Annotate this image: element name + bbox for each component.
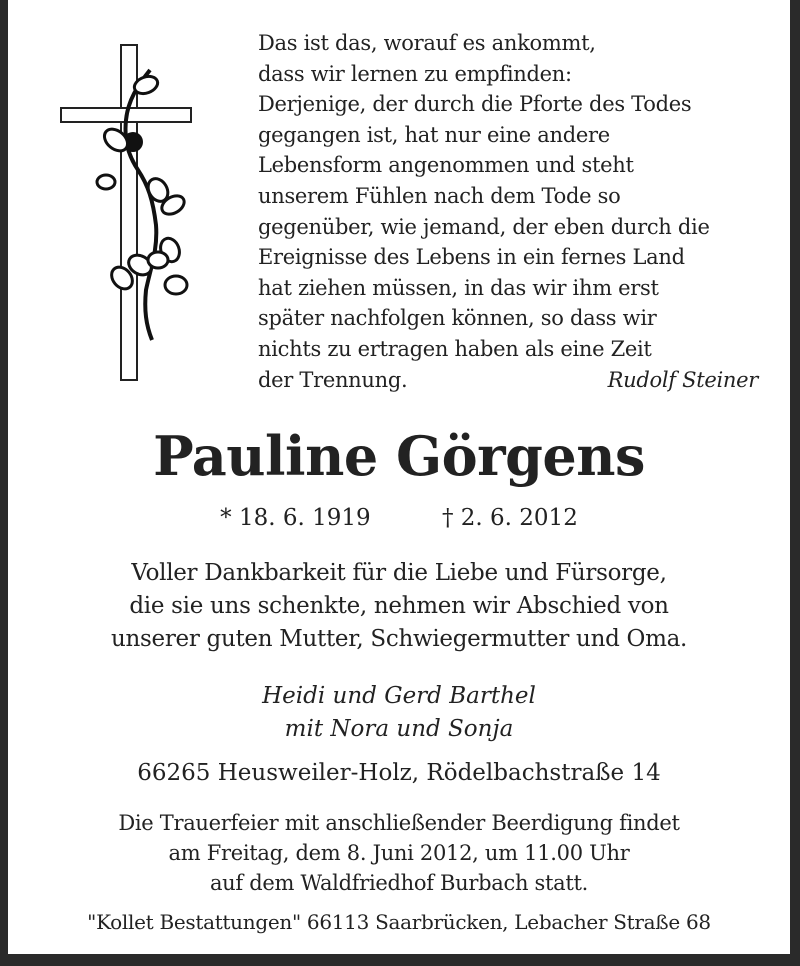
poem-line: nichts zu ertragen haben als eine Zeit: [258, 336, 652, 361]
poem-line: der Trennung.: [258, 367, 408, 392]
ceremony-line: auf dem Waldfriedhof Burbach statt.: [209, 871, 589, 895]
family-line: Heidi und Gerd Barthel: [262, 683, 536, 709]
poem-line: gegenüber, wie jemand, der eben durch die: [258, 214, 710, 239]
poem-line: dass wir lernen zu empfinden:: [258, 61, 572, 86]
thanks-line: die sie uns schenkte, nehmen wir Abschied von: [129, 593, 669, 619]
thanks-line: unserer guten Mutter, Schwiegermutter und Oma.: [110, 626, 688, 652]
funeral-home: "Kollet Bestattungen" 66113 Saarbrücken, Lebacher Straße 68: [87, 910, 711, 934]
poem-line: Lebensform angenommen und steht: [258, 153, 634, 178]
poem-author: Rudolf Steiner: [607, 367, 758, 392]
poem-line: gegangen ist, hat nur eine andere: [258, 122, 610, 147]
thanks-text: [8, 557, 790, 656]
birth-date: * 18. 6. 1919: [220, 505, 371, 531]
ceremony-line: Die Trauerfeier mit anschließender Beerdigung findet: [118, 811, 680, 835]
ceremony-info: [8, 808, 790, 898]
poem-line: Derjenige, der durch die Pforte des Todes: [258, 92, 692, 117]
thanks-line: Voller Dankbarkeit für die Liebe und Fürsorge,: [131, 560, 667, 586]
family-names: [8, 680, 790, 746]
obituary-notice: [8, 0, 790, 954]
poem-line: hat ziehen müssen, in das wir ihm erst: [258, 275, 659, 300]
poem-last-line: [258, 365, 758, 396]
ceremony-line: am Freitag, dem 8. Juni 2012, um 11.00 Uhr: [168, 841, 630, 865]
life-dates: [8, 505, 790, 531]
poem-line: Das ist das, worauf es ankommt,: [258, 31, 596, 55]
family-line: mit Nora und Sonja: [284, 716, 514, 742]
poem-line: unserem Fühlen nach dem Tode so: [258, 183, 621, 208]
deceased-name: Pauline Görgens: [153, 424, 645, 488]
death-date: † 2. 6. 2012: [441, 505, 578, 531]
family-address: 66265 Heusweiler-Holz, Rödelbachstraße 14: [137, 760, 661, 786]
poem-line: später nachfolgen können, so dass wir: [258, 306, 657, 331]
poem-quote: [258, 28, 758, 395]
poem-line: Ereignisse des Lebens in ein fernes Land: [258, 245, 685, 270]
cross-with-rose-icon: [58, 40, 208, 390]
